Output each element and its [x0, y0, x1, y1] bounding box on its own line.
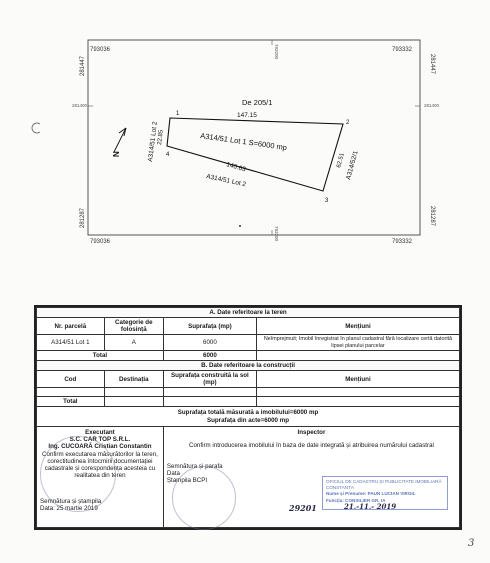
header-code: Cod — [37, 371, 105, 388]
engineer-stamp — [172, 466, 236, 530]
inspector-sign-label: Semnătura și parafa — [166, 462, 223, 470]
coord-top-left: 793036 — [90, 47, 111, 53]
page-number: 3 — [468, 538, 475, 549]
length-bottom: 140.63 — [225, 161, 247, 174]
table-row — [37, 335, 460, 350]
coord-top-right: 793332 — [392, 47, 413, 53]
handwritten-number: 29201 — [289, 503, 317, 513]
label-south-neighbor: A314/51 Lot 2 — [205, 173, 247, 189]
coord-right-bottom: 281287 — [429, 206, 435, 227]
vertex-1: 1 — [176, 111, 180, 117]
summary-acts: Suprafața din acte=6000 mp — [206, 416, 290, 424]
inspector-statement: Confirm introducerea imobilului în baza de date integrată și atribuirea numărului cadastral — [189, 441, 434, 449]
executant-engineer: Ing. CUCOARĂ Cristian Constantin — [48, 442, 152, 450]
length-top: 147.15 — [237, 112, 257, 119]
cell-note: Neîmprejmuit; Imobil înregistrat în planul cadastral fără localizare certă datorită lipsei planului parcelar — [256, 335, 459, 350]
vertex-4: 4 — [166, 152, 170, 158]
header-parcel-number: Nr. parcelă — [37, 318, 105, 335]
parcel-outline — [167, 118, 343, 191]
header-area: Suprafața (mp) — [163, 318, 256, 335]
cell-parcel: A314/51 Lot 1 — [37, 335, 105, 350]
ocpi-stamp-line1: OFICIUL DE CADASTRU ȘI PUBLICITATE IMOBILIARĂ CONSTANȚA — [326, 479, 442, 491]
label-parcel: A314/51 Lot 1 S=6000 mp — [199, 131, 288, 153]
inspector-stamp-label: Ștampila BCPI — [166, 477, 208, 485]
ocpi-stamp-line3: Funcția: CONSILIER GR. IA — [326, 497, 386, 503]
total-b-label: Total — [37, 397, 105, 407]
header-built-area: Suprafața construită la sol (mp) — [163, 371, 256, 388]
label-west-neighbor: A314/51 Lot 2 — [147, 121, 159, 163]
vertex-3: 3 — [325, 198, 329, 204]
plan-frame — [88, 40, 420, 235]
executant-statement: Confirm executarea măsurătorilor la teren, corectitudinea întocmirii documentației cadastrale și corespondența acesteia cu realitatea din teren — [41, 451, 158, 480]
coord-top-mid: 793200 — [274, 44, 279, 60]
north-arrow-icon — [112, 128, 126, 157]
coord-left-top: 281447 — [80, 55, 86, 76]
section-a-title: A. Date referitoare la teren — [37, 308, 460, 318]
executant-company: S.C. CAR TOP S.R.L. — [69, 435, 131, 443]
cell-category: A — [104, 335, 163, 350]
length-left: 22.85 — [157, 129, 165, 146]
executant-date: Data: 25 martie 2019 — [40, 504, 98, 512]
summary-cell — [37, 407, 460, 426]
header-notes-a: Mențiuni — [256, 318, 459, 335]
coord-left-bottom: 281287 — [80, 207, 86, 228]
coord-right-mid: 281400 — [424, 103, 440, 108]
length-right: 62.51 — [336, 152, 346, 169]
executant-sign-label: Semnătura și ștampila — [40, 497, 102, 505]
cell-area: 6000 — [163, 335, 256, 350]
label-north-neighbor: De 205/1 — [242, 98, 273, 107]
north-arrow-label: N — [112, 151, 121, 157]
coord-bottom-left: 793036 — [90, 239, 111, 245]
vertex-2: 2 — [346, 120, 350, 126]
punch-hole-mark — [32, 123, 40, 133]
label-east-neighbor: A314/52/1 — [345, 150, 360, 181]
coord-bottom-right: 793332 — [392, 239, 413, 245]
coord-bottom-mid: 793200 — [274, 226, 279, 242]
coord-right-top: 281447 — [429, 54, 435, 75]
inspector-date-label: Data — [166, 470, 180, 478]
total-a-label: Total — [37, 350, 164, 360]
company-stamp-left — [40, 436, 116, 512]
handwritten-date: 21.-11.- 2019 — [344, 502, 397, 511]
header-use-category: Categorie de folosință — [104, 318, 163, 335]
ocpi-stamp-line2: Nume și Prenume: PAUN LUCIAN VIRGIL — [326, 491, 416, 497]
section-b-title: B. Date referitoare la construcții — [37, 360, 460, 370]
header-destination: Destinația — [104, 371, 163, 388]
inspector-heading: Inspector — [297, 428, 326, 436]
summary-measured: Suprafața totală măsurată a imobilului=6000 mp — [177, 409, 319, 417]
header-notes-b: Mențiuni — [256, 371, 459, 388]
coord-left-mid: 281400 — [72, 103, 88, 108]
executant-heading: Executant — [85, 428, 115, 436]
total-a-value: 6000 — [163, 350, 256, 360]
